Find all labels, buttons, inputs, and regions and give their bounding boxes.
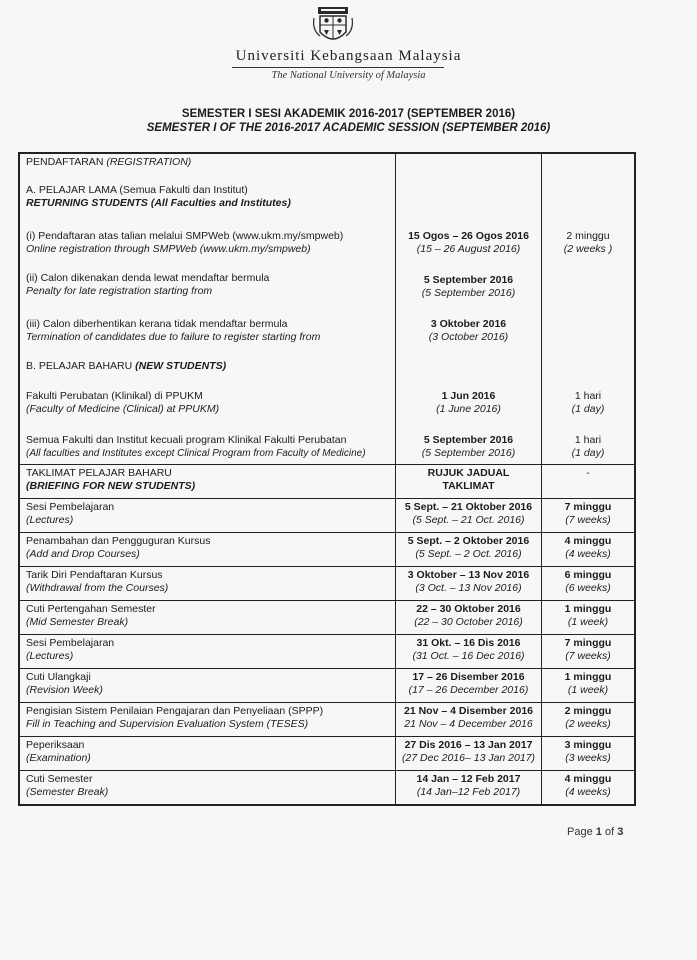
row-label-cell: Sesi Pembelajaran (Lectures): [20, 499, 396, 532]
schedule-row: [20, 668, 634, 702]
academic-calendar-table: [18, 152, 636, 806]
briefing-date-cell: RUJUK JADUAL TAKLIMAT: [396, 465, 542, 498]
registration-description-cell: [20, 154, 396, 464]
row-duration-cell: 6 minggu (6 weeks): [564, 569, 612, 594]
item-a1-online-registration: (i) Pendaftaran atas talian melalui SMPWeb (www.ukm.my/smpweb) Online registration through SMPWeb (www.ukm.my/smpweb): [26, 230, 344, 255]
schedule-row: [20, 532, 634, 566]
item-b2-date: 5 September 2016 (5 September 2016): [421, 434, 516, 459]
ukm-crest-logo: [312, 6, 354, 48]
item-b2-all-faculties: Semua Fakulti dan Institut kecuali program Klinikal Fakulti Perubatan (All faculties and Institutes except Clinical Program from Faculty of Medicine): [26, 434, 366, 459]
row-date-cell: 22 – 30 Oktober 2016 (22 – 30 October 2016): [396, 601, 542, 634]
item-b1-medicine-clinical: Fakulti Perubatan (Klinikal) di PPUKM (Faculty of Medicine (Clinical) at PPUKM): [26, 390, 220, 415]
row-label-cell: Pengisian Sistem Penilaian Pengajaran dan Penyeliaan (SPPP) Fill in Teaching and Supervision Evaluation System (TESES): [20, 703, 396, 736]
schedule-row: [20, 770, 634, 804]
item-b1-date: 1 Jun 2016 (1 June 2016): [436, 390, 501, 415]
schedule-row: [20, 566, 634, 600]
university-subtitle: The National University of Malaysia: [271, 70, 426, 81]
row-date-cell: 31 Okt. – 16 Dis 2016 (31 Oct. – 16 Dec 2016): [396, 635, 542, 668]
item-a2-date: 5 September 2016 (5 September 2016): [421, 274, 516, 299]
row-label-cell: Tarik Diri Pendaftaran Kursus (Withdrawal from the Courses): [20, 567, 396, 600]
item-a3-termination: (iii) Calon diberhentikan kerana tidak mendaftar bermula Termination of candidates due to failure to register starting from: [26, 318, 321, 343]
section-a-heading: A. PELAJAR LAMA (Semua Fakulti dan Institut) RETURNING STUDENTS (All Faculties and Institutes): [26, 184, 291, 209]
registration-duration-cell: [542, 154, 634, 464]
document-title-malay: SEMESTER I SESI AKADEMIK 2016-2017 (SEPTEMBER 2016): [181, 108, 516, 120]
item-a1-duration: 2 minggu (2 weeks ): [563, 230, 613, 255]
item-b1-duration: 1 hari (1 day): [571, 390, 605, 415]
row-duration-cell: 7 minggu (7 weeks): [564, 637, 612, 662]
row-duration-cell: 4 minggu (4 weeks): [564, 773, 612, 798]
registration-date-cell: [396, 154, 542, 464]
row-duration-cell: 4 minggu (4 weeks): [564, 535, 612, 560]
item-a1-date: 15 Ogos – 26 Ogos 2016 (15 – 26 August 2016): [408, 230, 529, 255]
row-date-cell: 21 Nov – 4 Disember 2016 21 Nov – 4 December 2016: [396, 703, 542, 736]
row-date-cell: 17 – 26 Disember 2016 (17 – 26 December 2016): [396, 669, 542, 702]
item-a3-date: 3 Oktober 2016 (3 October 2016): [428, 318, 509, 343]
row-label-cell: Penambahan dan Pengguguran Kursus (Add and Drop Courses): [20, 533, 396, 566]
item-b2-duration: 1 hari (1 day): [571, 434, 605, 459]
briefing-row: [20, 464, 634, 498]
row-label-cell: Peperiksaan (Examination): [20, 737, 396, 770]
schedule-row: [20, 736, 634, 770]
row-duration-cell: 1 minggu (1 week): [564, 603, 612, 628]
row-date-cell: 3 Oktober – 13 Nov 2016 (3 Oct. – 13 Nov 2016): [396, 567, 542, 600]
section-b-heading: B. PELAJAR BAHARU (NEW STUDENTS): [26, 360, 227, 372]
row-duration-cell: 1 minggu (1 week): [564, 671, 612, 696]
row-duration-cell: 2 minggu (2 weeks): [564, 705, 612, 730]
row-label-cell: Cuti Semester (Semester Break): [20, 771, 396, 804]
schedule-row: [20, 702, 634, 736]
schedule-row: [20, 634, 634, 668]
row-date-cell: 5 Sept. – 2 Oktober 2016 (5 Sept. – 2 Oct. 2016): [396, 533, 542, 566]
row-duration-cell: 7 minggu (7 weeks): [564, 501, 612, 526]
briefing-duration-cell: -: [586, 467, 590, 479]
schedule-row: [20, 600, 634, 634]
row-label-cell: Cuti Ulangkaji (Revision Week): [20, 669, 396, 702]
header-divider: [232, 67, 444, 68]
row-label-cell: Cuti Pertengahan Semester (Mid Semester Break): [20, 601, 396, 634]
item-a2-late-penalty: (ii) Calon dikenakan denda lewat mendaftar bermula Penalty for late registration starting from: [26, 272, 270, 297]
row-date-cell: 14 Jan – 12 Feb 2017 (14 Jan–12 Feb 2017): [396, 771, 542, 804]
registration-row: [20, 154, 634, 464]
row-duration-cell: 3 minggu (3 weeks): [564, 739, 612, 764]
document-title-english: SEMESTER I OF THE 2016-2017 ACADEMIC SESSION (SEPTEMBER 2016): [146, 122, 551, 134]
briefing-label-cell: TAKLIMAT PELAJAR BAHARU (BRIEFING FOR NEW STUDENTS): [20, 465, 396, 498]
registration-heading: PENDAFTARAN (REGISTRATION): [26, 156, 192, 168]
schedule-row: [20, 498, 634, 532]
page-number: Page 1 of 3: [567, 826, 624, 838]
row-label-cell: Sesi Pembelajaran (Lectures): [20, 635, 396, 668]
university-name: Universiti Kebangsaan Malaysia: [235, 48, 462, 64]
row-date-cell: 27 Dis 2016 – 13 Jan 2017 (27 Dec 2016– 13 Jan 2017): [396, 737, 542, 770]
row-date-cell: 5 Sept. – 21 Oktober 2016 (5 Sept. – 21 Oct. 2016): [396, 499, 542, 532]
